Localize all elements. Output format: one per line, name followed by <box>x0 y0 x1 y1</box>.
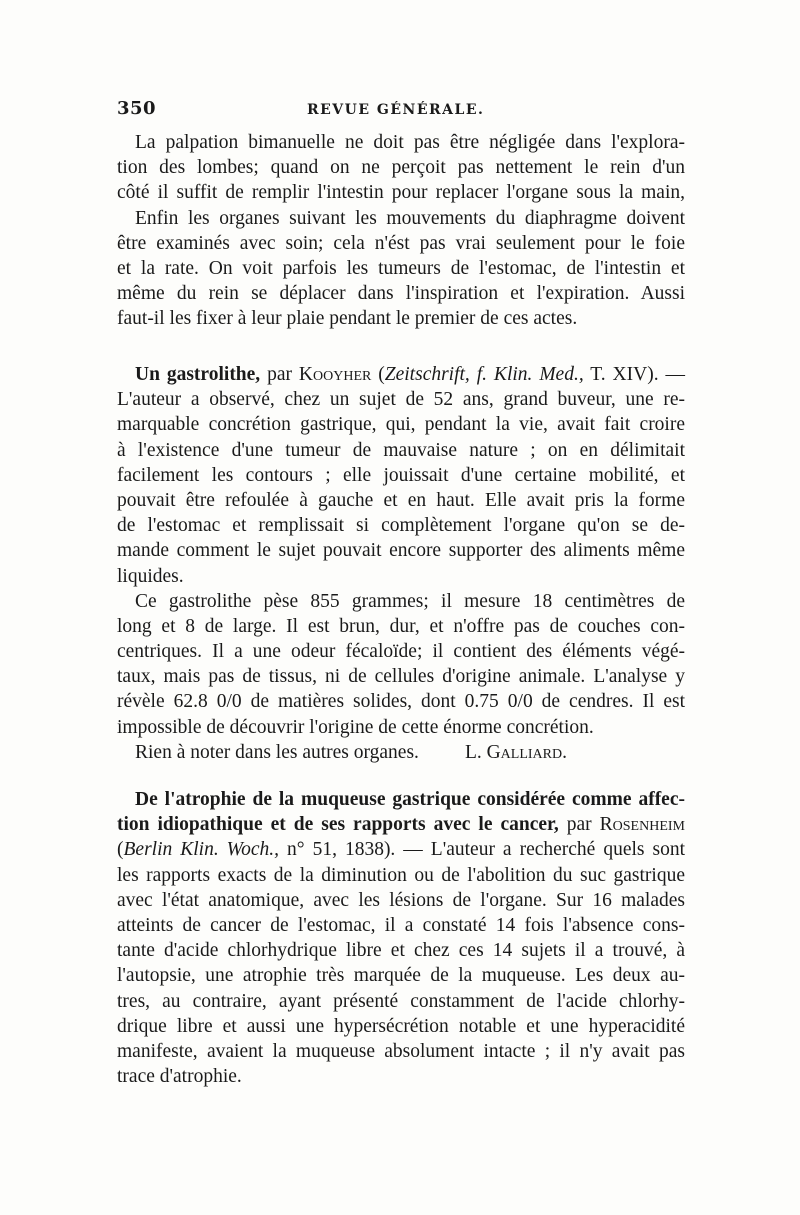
text-line: même du rein se déplacer dans l'inspiration et l'expiration. Aussi <box>117 283 685 305</box>
text-line: trace d'atrophie. <box>117 1066 242 1088</box>
text-line: avec l'état anatomique, avec les lésions de l'organe. Sur 16 malades <box>117 889 685 911</box>
text-line: drique libre et aussi une hypersécrétion notable et une hyperacidité <box>117 1015 685 1037</box>
text-line: mande comment le sujet pouvait encore supporter des aliments même <box>117 540 685 562</box>
volume-reference: T. XIV). — <box>583 364 685 385</box>
text-line: liquides. <box>117 565 184 587</box>
text-line: de l'estomac et remplissait si complètement l'organe qu'on se de- <box>117 515 685 537</box>
closing-text: Rien à noter dans les autres organes. <box>135 741 419 763</box>
journal-reference: Zeitschrift, f. Klin. Med., <box>384 364 584 385</box>
section-palpation-text <box>117 130 685 332</box>
article-author: Rosenheim <box>599 814 685 836</box>
text-line: impossible de découvrir l'origine de cette énorme concrétion. <box>117 716 594 738</box>
text-line: La palpation bimanuelle ne doit pas être négligée dans l'explora- <box>135 132 685 153</box>
article-title-cont: tion idiopathique et de ses rapports avec le cancer, <box>117 814 559 836</box>
title-connector: par <box>260 364 299 385</box>
article-title-line <box>117 362 685 387</box>
text-line: être examinés avec soin; cela n'ést pas vrai seulement pour le foie <box>117 232 685 254</box>
section-atrophie <box>117 787 685 1089</box>
paren-open: ( <box>371 364 385 385</box>
text-line: facilement les contours ; elle jouissait d'une certaine mobilité, et <box>117 464 685 486</box>
page-header <box>117 98 687 124</box>
reference-line <box>117 837 685 862</box>
closing-line <box>117 740 685 765</box>
text-line: atteints de cancer de l'estomac, il a constaté 14 fois l'absence cons- <box>117 914 685 936</box>
text-line: l'autopsie, une atrophie très marquée de la muqueuse. Les deux au- <box>117 965 685 987</box>
text-line: côté il suffit de remplir l'intestin pour replacer l'organe sous la main, <box>117 182 685 204</box>
article-title: Un gastrolithe, <box>135 364 261 385</box>
text-line: Enfin les organes suivant les mouvements du diaphragme doivent <box>135 207 685 229</box>
text-line: taux, mais pas de tissus, ni de cellules d'origine animale. L'analyse y <box>117 666 685 688</box>
running-title: REVUE GÉNÉRALE. <box>307 102 485 118</box>
article-title-line <box>117 812 685 837</box>
reference-rest: n° 51, 1838). — L'auteur a recherché quels sont <box>279 839 685 861</box>
text-line: marquable concrétion gastrique, qui, pendant la vie, avait fait croire <box>117 414 685 436</box>
text-line: tres, au contraire, ayant présenté constamment de l'acide chlorhy- <box>117 990 685 1012</box>
text-line: Ce gastrolithe pèse 855 grammes; il mesure 18 centimètres de <box>135 590 685 612</box>
article-title: De l'atrophie de la muqueuse gastrique considérée comme affec- <box>135 789 685 810</box>
text-line: long et 8 de large. Il est brun, dur, et n'offre pas de couches con- <box>117 615 685 637</box>
text-line: et la rate. On voit parfois les tumeurs de l'estomac, de l'intestin et <box>117 257 685 279</box>
text-line: les rapports exacts de la diminution ou de l'abolition du suc gastrique <box>117 864 685 886</box>
paren-open: ( <box>117 839 124 861</box>
page-number: 350 <box>117 98 157 119</box>
text-line: révèle 62.8 0/0 de matières solides, dont 0.75 0/0 de cendres. Il est <box>117 691 685 713</box>
text-line: pouvait être refoulée à gauche et en haut. Elle avait pris la forme <box>117 489 685 511</box>
text-line: L'auteur a observé, chez un sujet de 52 ans, grand buveur, une re- <box>117 389 685 411</box>
text-line: faut-il les fixer à leur plaie pendant le premier de ces actes. <box>117 308 578 330</box>
text-line: tante d'acide chlorhydrique libre et chez ces 14 sujets il a trouvé, à <box>117 940 685 962</box>
signature: L. Galliard. <box>464 741 567 763</box>
article-author: Kooyher <box>298 364 372 385</box>
text-line: centriques. Il a une odeur fécaloïde; il contient des éléments végé- <box>117 641 685 663</box>
section-gastrolithe <box>117 362 685 765</box>
text-line: tion des lombes; quand on ne perçoit pas nettement le rein d'un <box>117 157 685 179</box>
text-line: à l'existence d'une tumeur de mauvaise nature ; on en délimitait <box>117 439 685 461</box>
text-line: manifeste, avaient la muqueuse absolument intacte ; il n'y avait pas <box>117 1040 685 1062</box>
title-connector: par <box>558 814 600 836</box>
journal-reference: Berlin Klin. Woch., <box>123 839 280 861</box>
